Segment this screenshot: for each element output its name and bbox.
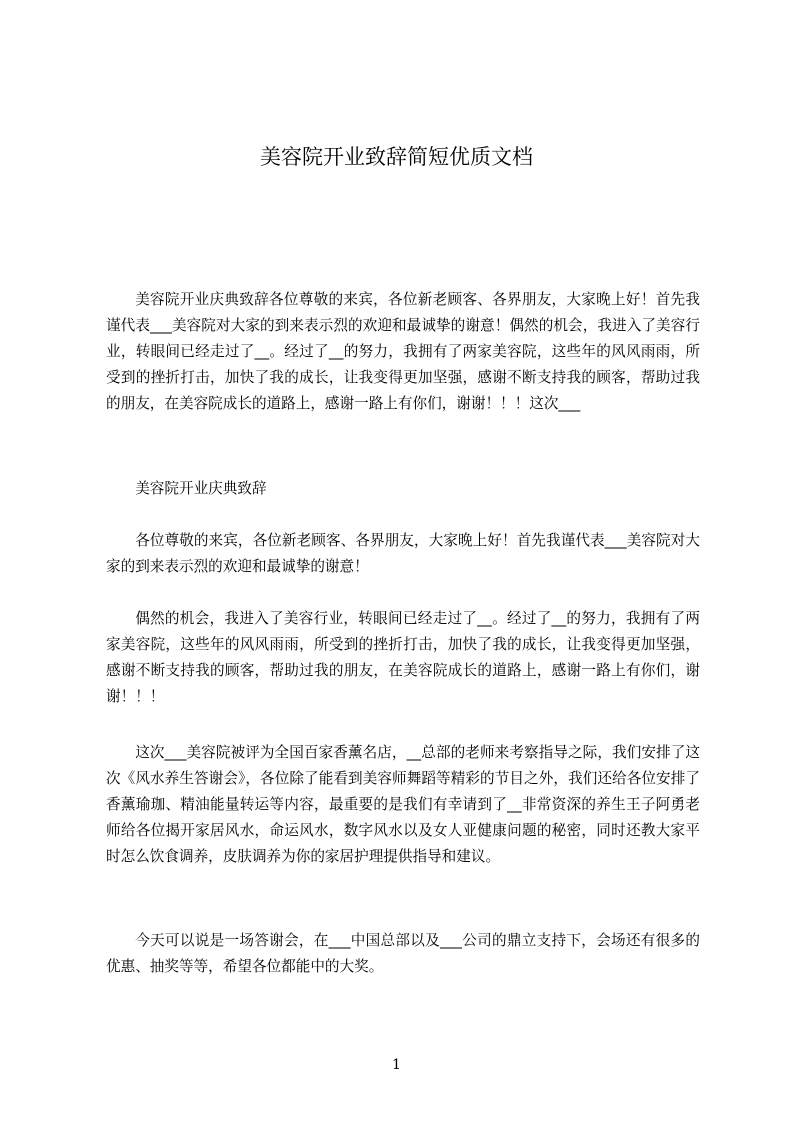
- paragraph-event: 这次___美容院被评为全国百家香薰名店，__总部的老师来考察指导之际，我们安排了这次《风水养生答谢会》，各位除了能看到美容师舞蹈等精彩的节目之外，我们还给各位安排了香薰瑜珈、精油能量转运等内容，最重要的是我们有幸请到了__非常资深的养生王子阿勇老师给各位揭开家居风水，命运风水，数字风水以及女人亚健康问题的秘密，同时还教大家平时怎么饮食调养，皮肤调养为你的家居护理提供指导和建议。: [106, 744, 700, 865]
- section-heading: 美容院开业庆典致辞: [135, 480, 267, 497]
- paragraph-greeting: 各位尊敬的来宾，各位新老顾客、各界朋友，大家晚上好！首先我谨代表___美容院对大家的到来表示烈的欢迎和最诚挚的谢意！: [106, 532, 700, 575]
- paragraph-story: 偶然的机会，我进入了美容行业，转眼间已经走过了__。经过了__的努力，我拥有了两家美容院，这些年的风风雨雨，所受到的挫折打击，加快了我的成长，让我变得更加坚强，感谢不断支持我的顾客，帮助过我的朋友，在美容院成长的道路上，感谢一路上有你们，谢谢！！！: [106, 610, 700, 705]
- page-number: 1: [392, 1057, 401, 1073]
- document-title: 美容院开业致辞简短优质文档: [260, 145, 533, 169]
- paragraph-closing: 今天可以说是一场答谢会，在___中国总部以及___公司的鼎立支持下，会场还有很多的优惠、抽奖等等，希望各位都能中的大奖。: [106, 932, 700, 975]
- paragraph-intro: 美容院开业庆典致辞各位尊敬的来宾，各位新老顾客、各界朋友，大家晚上好！首先我谨代表___美容院对大家的到来表示烈的欢迎和最诚挚的谢意！偶然的机会，我进入了美容行业，转眼间已经走过了__。经过了__的努力，我拥有了两家美容院，这些年的风风雨雨，所受到的挫折打击，加快了我的成长，让我变得更加坚强，感谢不断支持我的顾客，帮助过我的朋友，在美容院成长的道路上，感谢一路上有你们，谢谢！！！这次___: [106, 291, 700, 412]
